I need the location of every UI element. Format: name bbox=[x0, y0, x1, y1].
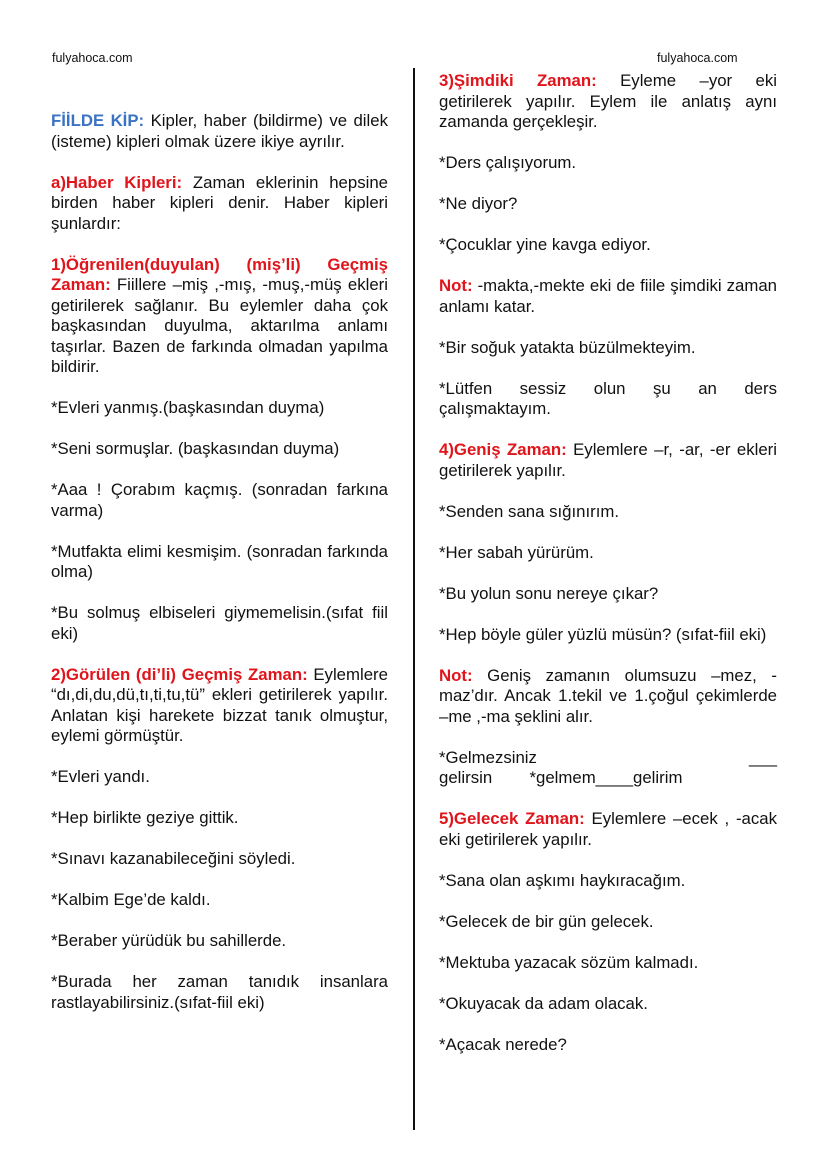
section-1-text: Fiillere –miş ,-mış, -muş,-müş ekleri getirilerek sağlanır. Bu eylemler daha çok başkasından duyulma, aktarılma anlamı taşırlar. Bazen de farkında olmadan yapılma bildirir. bbox=[51, 275, 388, 376]
example-line: *Hep birlikte geziye gittik. bbox=[51, 808, 239, 827]
note-2-example bbox=[439, 748, 777, 789]
section-5-text: Eylemlere –ecek , -acak eki getirilerek yapılır. bbox=[439, 809, 777, 849]
section-3-heading: 3)Şimdiki Zaman: bbox=[439, 71, 597, 90]
example-line: *Evleri yanmış.(başkasından duyma) bbox=[51, 398, 325, 417]
right-column bbox=[439, 71, 777, 1076]
section-4-text: Eylemlere –r, -ar, -er ekleri getirilerek yapılır. bbox=[439, 440, 777, 480]
note-2-text: Geniş zamanın olumsuzu –mez, -maz’dır. Ancak 1.tekil ve 1.çoğul çekimlerde –me ,-ma şeklini alır. bbox=[439, 665, 777, 726]
example-line: *Sınavı kazanabileceğini söyledi. bbox=[51, 849, 296, 868]
site-name-left: fulyahoca.com bbox=[52, 51, 133, 65]
section-2-paragraph bbox=[51, 665, 388, 747]
example-line: *Çocuklar yine kavga ediyor. bbox=[439, 235, 651, 254]
example-line: *Evleri yandı. bbox=[51, 767, 150, 786]
example-line: *Ders çalışıyorum. bbox=[439, 153, 577, 172]
note-2-label: Not: bbox=[439, 665, 473, 685]
example-line: *Burada her zaman tanıdık insanlara rastlayabilirsiniz.(sıfat-fiil eki) bbox=[51, 972, 388, 1012]
example-line: *Okuyacak da adam olacak. bbox=[439, 993, 648, 1013]
example-line: *Gelecek de bir gün gelecek. bbox=[439, 911, 654, 931]
left-column bbox=[51, 111, 388, 1034]
note-2-example-line-2: gelirsin *gelmem____gelirim bbox=[439, 768, 683, 787]
example-line: *Bu solmuş elbiseleri giymemelisin.(sıfat fiil eki) bbox=[51, 603, 388, 643]
site-name-right: fulyahoca.com bbox=[657, 51, 738, 65]
section-5-paragraph bbox=[439, 809, 777, 850]
note-2-example-left: *Gelmezsiniz bbox=[439, 747, 537, 767]
haber-heading: a)Haber Kipleri: bbox=[51, 172, 183, 192]
example-line: *Seni sormuşlar. (başkasından duyma) bbox=[51, 439, 340, 458]
example-line: *Sana olan aşkımı haykıracağım. bbox=[439, 870, 686, 890]
example-line: *Hep böyle güler yüzlü müsün? (sıfat-fiil eki) bbox=[439, 624, 767, 644]
section-4-paragraph bbox=[439, 440, 777, 481]
note-2-paragraph bbox=[439, 666, 777, 728]
example-line: *Kalbim Ege’de kaldı. bbox=[51, 890, 211, 909]
section-1-paragraph bbox=[51, 255, 388, 378]
section-2-text: Eylemlere “dı,di,du,dü,tı,ti,tu,tü” ekleri getirilerek yapılır. Anlatan kişi harekete bizzat tanık olmuştur, eylemi görmüştür. bbox=[51, 664, 388, 745]
note-2-example-line-1 bbox=[439, 748, 777, 769]
note-1-paragraph bbox=[439, 276, 777, 317]
example-line: *Mektuba yazacak sözüm kalmadı. bbox=[439, 952, 699, 972]
intro-paragraph bbox=[51, 111, 388, 152]
example-line: *Aaa ! Çorabım kaçmış. (sonradan farkına varma) bbox=[51, 480, 388, 520]
haber-text: Zaman eklerinin hepsine birden haber kipleri denir. Haber kipleri şunlardır: bbox=[51, 172, 388, 233]
section-3-text: Eyleme –yor eki getirilerek yapılır. Eylem ile anlatış aynı zamanda gerçekleşir. bbox=[439, 71, 777, 131]
example-line: *Lütfen sessiz olun şu an ders çalışmaktayım. bbox=[439, 378, 777, 418]
note-1-text: -makta,-mekte eki de fiile şimdiki zaman anlamı katar. bbox=[439, 276, 777, 316]
section-1-heading: 1)Öğrenilen(duyulan) (miş’li) Geçmiş Zaman: bbox=[51, 254, 388, 294]
example-line: *Senden sana sığınırım. bbox=[439, 501, 620, 521]
note-2-example-blank: ___ bbox=[749, 747, 777, 767]
intro-text: Kipler, haber (bildirme) ve dilek (isteme) kipleri olmak üzere ikiye ayrılır. bbox=[51, 111, 388, 151]
section-5-heading: 5)Gelecek Zaman: bbox=[439, 809, 585, 828]
example-line: *Açacak nerede? bbox=[439, 1034, 567, 1054]
example-line: *Her sabah yürürüm. bbox=[439, 542, 594, 562]
intro-heading: FİİLDE KİP: bbox=[51, 111, 145, 130]
example-line: *Ne diyor? bbox=[439, 194, 518, 213]
section-2-heading: 2)Görülen (di’li) Geçmiş Zaman: bbox=[51, 664, 308, 684]
example-line: *Beraber yürüdük bu sahillerde. bbox=[51, 931, 287, 950]
column-divider bbox=[413, 68, 415, 1130]
example-line: *Bir soğuk yatakta büzülmekteyim. bbox=[439, 337, 696, 357]
example-line: *Bu yolun sonu nereye çıkar? bbox=[439, 583, 659, 603]
example-line: *Mutfakta elimi kesmişim. (sonradan farkında olma) bbox=[51, 541, 388, 581]
section-3-paragraph bbox=[439, 71, 777, 133]
section-4-heading: 4)Geniş Zaman: bbox=[439, 440, 567, 459]
note-1-label: Not: bbox=[439, 276, 473, 295]
haber-paragraph bbox=[51, 173, 388, 235]
